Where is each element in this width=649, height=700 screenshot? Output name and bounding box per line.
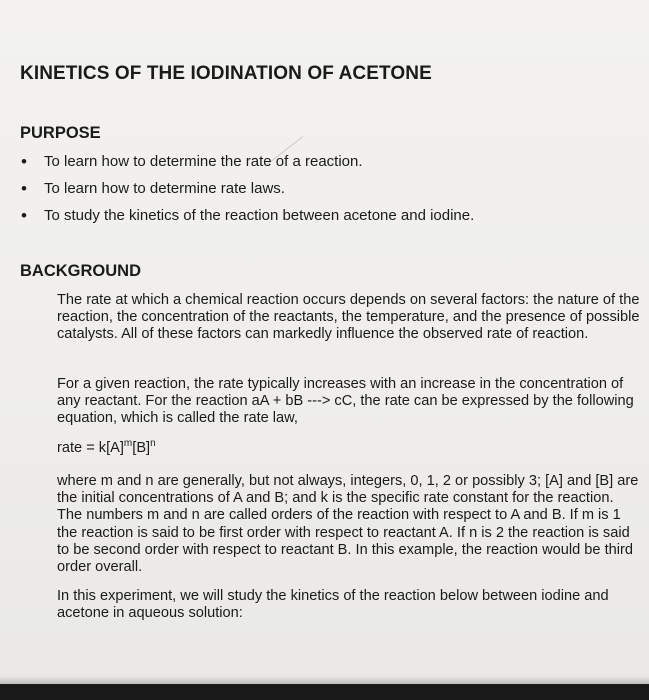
background-heading: BACKGROUND — [20, 262, 141, 280]
rate-law-equation — [57, 438, 156, 456]
purpose-item-text: To study the kinetics of the reaction between acetone and iodine. — [44, 207, 475, 224]
bottom-shadow — [0, 676, 649, 684]
bullet-icon: • — [21, 152, 27, 171]
purpose-heading: PURPOSE — [20, 124, 101, 142]
background-paragraph-1: The rate at which a chemical reaction occurs depends on several factors: the nature of the reaction, the concentration of the reactants, the temperature, and the presence of possible catalysts. All of these factors can markedly influence the observed rate of reaction. — [57, 292, 640, 343]
list-item — [20, 152, 474, 179]
background-paragraph-4: In this experiment, we will study the kinetics of the reaction below between iodine and acetone in aqueous solution: — [57, 588, 609, 622]
purpose-list — [20, 152, 474, 233]
bullet-icon: • — [21, 179, 27, 198]
purpose-item-text: To learn how to determine rate laws. — [44, 180, 285, 197]
document-title: KINETICS OF THE IODINATION OF ACETONE — [20, 63, 432, 84]
list-item — [20, 206, 474, 233]
rate-law-prefix: rate = k[A] — [57, 439, 124, 456]
bottom-edge — [0, 684, 649, 700]
purpose-item-text: To learn how to determine the rate of a reaction. — [44, 153, 363, 170]
background-paragraph-2: For a given reaction, the rate typically increases with an increase in the concentration of any reactant. For the reaction aA + bB ---> cC, the rate can be expressed by the following equation, which is called the rate law, — [57, 376, 634, 427]
rate-law-exponent-m: m — [123, 438, 133, 449]
bullet-icon: • — [21, 206, 27, 225]
rate-law-middle: [B] — [132, 439, 151, 456]
rate-law-exponent-n: n — [150, 438, 156, 449]
background-paragraph-3: where m and n are generally, but not always, integers, 0, 1, 2 or possibly 3; [A] and [B] are the initial concentrations of A and B; and k is the specific rate constant for the reaction. The numbers m and n are called orders of the reaction with respect to A and B. If m is 1 the reaction is said to be first order with respect to reactant A. If n is 2 the reaction is said to be second order with respect to reactant B. In this example, the reaction would be third order overall. — [57, 473, 639, 576]
list-item — [20, 179, 474, 206]
